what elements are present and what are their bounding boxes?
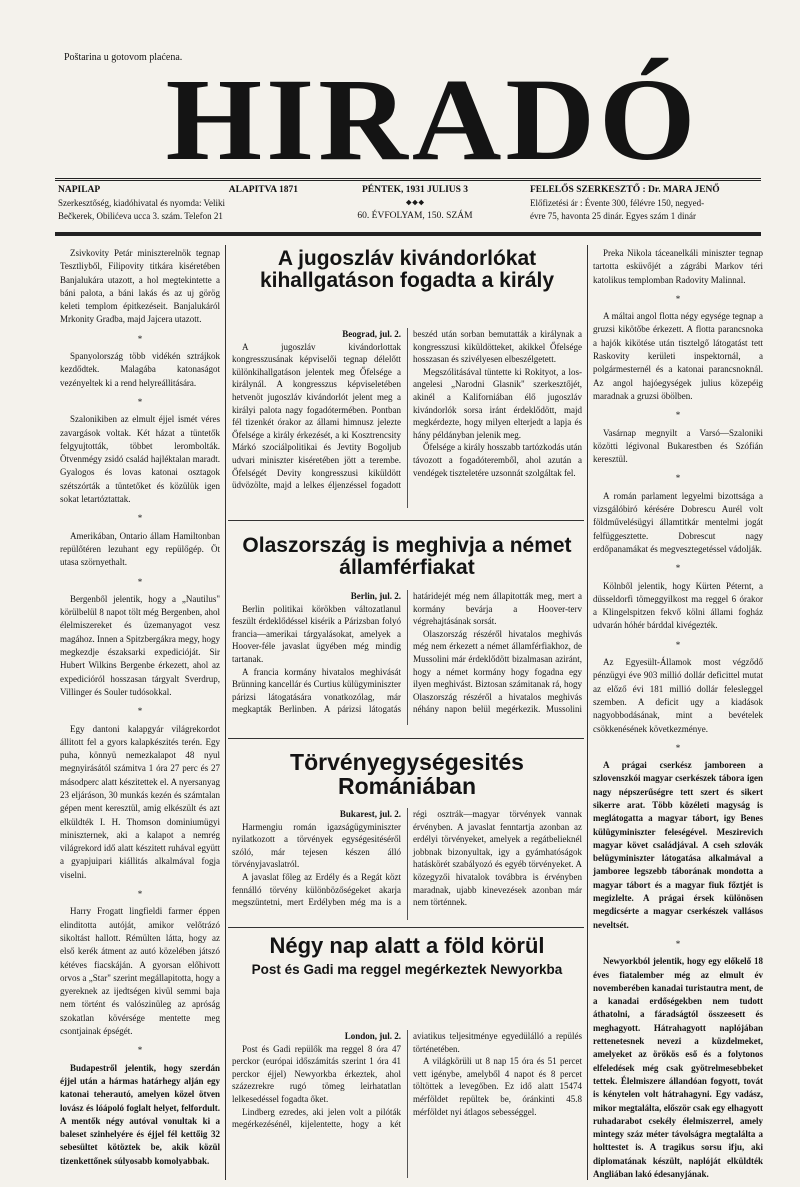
article-italy [232, 535, 582, 579]
header-date: PÉNTEK, 1931 JULIUS 3 [361, 185, 469, 195]
separator-star: * [675, 293, 681, 304]
separator-star: * [137, 889, 143, 900]
dateline-king: Beograd, jul. 2. [342, 329, 401, 339]
separator-star: * [675, 473, 681, 484]
article-romania-p1: Harmengiu román igazságügyminiszter nyilatkozott a törvények egységesitéséről szóló, már tejesen készen álló törvényjavaslatról. [232, 821, 401, 870]
left-news-6: Egy dantoni kalapgyár világrekordot állitott fel a gyors kalapkészités terén. Egy puha, könnyü nemezkalapot 48 nyul megnyirásától számitva 1 óra 27 perc és 27 másodperc alatt készitettek el. A nyersanyag 23 eljáráson, 30 munkás kezén és számtalan gépen ment keresztül, amig elkészült és azt elküldték I. H. Thomson dominiumügyi miniszternek, aki a kalapot a nemrég világrekord idő alatt készitett ruhával együtt a gyapjuipari kiállitás alkalmával fogja viselni. [60, 723, 220, 880]
dateline-romania: Bukarest, jul. 2. [339, 809, 401, 819]
article-romania-body [232, 808, 582, 920]
article-king-p2: Megszólitásával tüntette ki Rokityot, a los-angelesi „Narodni Glasnik" szerkesztőjét, akinél a Kaliforniában élő jugoszláv kivándorlók sorsa iránt érdeklődött, majd megkérdezte, hogy milyen elterjedt a lapja és hány példányban jelenik meg. [413, 366, 582, 440]
right-news-5: Kölnből jelentik, hogy Kürten Péternt, a düsseldorfi tömeggyilkost ma reggel 6 órakor a Klingelspitzen fekvő kölni állami fogház udvarán hóhér bárddal kivégezték. [593, 580, 763, 631]
dateline-italy: Berlin, jul. 2. [350, 591, 401, 601]
headline-italy: Olaszország is meghivja a német államférfiakat [242, 534, 572, 580]
separator-star: * [675, 742, 681, 753]
separator-star: * [675, 938, 681, 949]
header-volume: 60. ÉVFOLYAM, 150. SZÁM [357, 211, 473, 221]
header-editor: FELELŐS SZERKESZTŐ : Dr. MARA JENŐ [530, 185, 720, 195]
header-left [58, 184, 308, 223]
separator-star: * [137, 576, 143, 587]
left-news-1: Zsivkovity Petár miniszterelnök tegnap Tesztliyből, Filipovity titkára kiséretében Banjalukára utazott, a hol megtekintette a báni palota, a báni lakás és az uj görög keleti templom épitkezéseit. Banjalukáról Mrkonity Gradba, majd Jajcera utazott. [60, 248, 220, 325]
article-italy-p2: A francia kormány hivatalos meghivását Brünning kancellár és Curtius külügyminiszter párizsi látogatására vonatkozólag, már megkapták Berlinben. A párizsi látogatás határidejét még nem állapitották meg, mert a kormány bevárja a Hoover-terv végrehajtásának sorsát. [232, 591, 582, 715]
separator-star: * [675, 639, 681, 650]
column-rule-left [225, 245, 226, 1180]
headline-flight: Négy nap alatt a föld körül [269, 933, 545, 958]
separator-star: * [137, 1045, 143, 1056]
separator-star: * [137, 706, 143, 717]
header-founded: ALAPITVA 1871 [228, 185, 298, 195]
header-address-1: Szerkesztőség, kiadóhivatal és nyomda: Veliki [58, 198, 226, 208]
header-center [330, 184, 500, 223]
article-king-p3: Őfelsége a király hosszabb tartózkodás után távozott a fogadóteremből, ahol azután a vendégek tiszteletére uzsonnát szolgáltak fel. [413, 442, 582, 478]
left-news-7: Harry Frogatt lingfieldi farmer éppen elinditotta autóját, amikor velőtrázó sikoltást hallott. Rémülten látta, hogy az első kerék átment az autó közelében játszó kétéves fiacskáján. A gyorsan előhivott orvos a „Star" szerint megállapitotta, hogy a gyereknek az ijedtségen kivül semmi baja nem történt és valószinüleg az apróság szokatlan kövérsége mentette meg csontjainak épségét. [60, 906, 220, 1037]
header-daily-label: NAPILAP [58, 185, 101, 195]
header-ornament: ❖❖❖ [405, 199, 425, 207]
separator-star: * [675, 410, 681, 421]
subhead-flight: Post és Gadi ma reggel megérkeztek Newyorkba [251, 962, 563, 978]
header-address-2: Bečkerek, Obilićeva ucca 3. szám. Telefon 21 [58, 211, 223, 221]
header-subscription-2: évre 75, havonta 25 dinár. Egyes szám 1 dinár [530, 211, 696, 221]
separator-star: * [137, 513, 143, 524]
headline-romania: Törvényegységesités Romániában [290, 749, 524, 800]
masthead-title: HIRADÓ [165, 54, 700, 185]
article-flight-p1: Post és Gadi repülők ma reggel 8 óra 47 perckor (európai időszámitás szerint 1 óra 41 perckor éjjel) Newyorkba érkeztek, ahol százezrekre rugó tömeg leirhatatlan lelkesedéssel fogadta őket. [232, 1043, 401, 1104]
article-king-body [232, 328, 582, 508]
postal-note: Poštarina u gotovom plaćena. [64, 52, 183, 63]
left-news-2: Spanyolország több vidékén sztrájkok kezdődtek. Malagába katonaságot vezényeltek ki a rend helyreállitására. [60, 351, 220, 388]
right-news-8: Newyorkból jelentik, hogy egy előkelő 18 éves fiatalember még az elmult év novemberében kanadai turistautra ment, de a kanadai erdőségekben nem tudott áthatolni, a fáradságtól összeesett és meghagyott. Hátrahagyott naplójában rettenetesnek nevezi a küzdelmeket, amelyeket az örökös eső és a folytonos elfeledések még csak gyötrelmesebbeket tettek. Élelmiszere állandóan fogyott, továt is kénytelen volt hátrahagyni. Egy vadász, mikor megtalálta, először csak egy elhagyott ruhadarabot csekély élelmiszerrel, amely mintegy száz méter távolságra megtalálta a holttestet is. A tragikus sorsu ifju, aki diplomatának készült, naplóját elküldték Angliában lakó édesanyjának. [593, 956, 763, 1179]
article-flight [232, 934, 582, 977]
article-flight-p3: A világkörüli ut 8 nap 15 óra és 51 percet vett igénybe, amelyből 4 napot és 8 percet töltöttek a levegőben. Ez idő alatt 15474 mérföldet repültek be, óránkinti 45.8 mérföldet nyi átlagos sebességgel. [413, 1056, 582, 1117]
article-king [232, 248, 582, 292]
right-news-7: A prágai cserkész jamboreen a szlovenszkói magyar cserkészek tábora igen nagy népszerűségre tett szert és sikert sikerre arat. Több közéleti magyság is meglátogatta a magyar tábort, igy Benes külügyminiszter feleségével. Meszirevich magyar követ családjával. A cseh szlovák belügyminiszter látogatása alkalmával a jamboree legszebb táborának mondotta a magyar tábort és a magyar fiuk főztjét is megizlelte. A prágai érsek különösen megdicsérte a magyar cserkészek vallásos neveltsét. [593, 760, 763, 930]
article-divider [228, 927, 584, 928]
right-news-6: Az Egyesült-Államok most végződő pénzügyi éve 903 millió dollár deficittel mutat az előző évi 181 millió dollár felesleggel szemben. A deficit ugy a kiadások nagyobbodásának, mint a bevételek csökkenésének következménye. [593, 657, 763, 734]
article-italy-body [232, 590, 582, 725]
left-column [60, 247, 220, 1174]
left-news-5: Bergenből jelentik, hogy a „Nautilus" körülbelül 8 napot tölt még Bergenben, ahol élelmiszereket és üzemanyagot vesz magához. Innen a Spitzbergákra megy, hogy megkezdje északsarki expedicióját. Sir Hubert Wilkins Bergenbe érkezett, ahol az expedicióról hosszasan tárgyalt Sverdrup, Villinger és Souler tudósokkal. [60, 593, 220, 697]
article-flight-body [232, 1030, 582, 1178]
article-divider [228, 738, 584, 739]
article-romania-p2: A javaslat főleg az Erdély és a Regát közt fennálló törvény különbözőségeket akarja megszüntetni, mert Erdélyben még ma is a régi osztrák—magyar törvények vannak érvényben. A javaslat fenntartja azonban az erdélyi törvényeket, amelyek a regátbelieknél jobbnak bizonyultak, igy a gyámhatóságok hatáskörét szabályozó és egyéb törvényeket. A közegyzői hivatalok továbbra is érvényben maradnak, ujabb kinevezések azonban már nem történnek. [232, 809, 582, 908]
article-italy-p1: Berlin politikai körökben változatlanul feszült érdeklődéssel kisérik a Párizsban folyó francia—amerikai tárgyalásokat, amelyek a Hoover-féle javaslat ügyében még mindig tartanak. [232, 603, 401, 664]
right-news-2: A máltai angol flotta négy egysége tegnap a gruzsi kikötőbe érkezett. A flotta parancsnoka a hajók kikötése után tisztelgő látogatást tett Raskovity kerületi inspektornál, a polgármesternél és a katonai parancsnoknál. Az angol hajóegységek julius közepéig maradnak a gruzsi öbölben. [593, 311, 763, 401]
separator-star: * [137, 396, 143, 407]
left-news-8: Budapestről jelentik, hogy szerdán éjjel után a hármas határhegy alján egy katonai teherautó, amelyen közel ötven lovász és lóápoló foglalt helyet, felfordult. A mentők négy autóval vonultak ki a baleset szinhelyére és éjjel fél kettőig 32 sebesültet kötöztek be, akik közül tizenkettőnek súlyosabb komolyabbak. [60, 1062, 220, 1166]
separator-star: * [137, 333, 143, 344]
left-news-3: Szalonikiben az elmult éjjel ismét véres zavargások voltak. Két házat a tüntetők felgyujtották, többet lerombolták. Ötvenmégy zsidó család hajléktalan maradt. Gyalogos és lovas katonai osztagok szétszórták a tüntetőket és közülük igen sokat letartóztattak. [60, 414, 220, 505]
column-rule-right [587, 245, 588, 1180]
article-divider [228, 520, 584, 521]
right-news-3: Vasárnap megnyilt a Varsó—Szaloniki közötti légivonal Bukarestben és Szófián keresztül. [593, 427, 763, 465]
header-rule-bottom [55, 232, 761, 236]
header-rule-top [55, 178, 761, 181]
headline-king: A jugoszláv kivándorlókat kihallgatáson fogadta a király [259, 247, 555, 293]
right-column [593, 247, 763, 1187]
header-right [530, 184, 765, 223]
header-subscription-1: Előfizetési ár : Évente 300, félévre 150, negyed- [530, 198, 705, 208]
article-flight-p2: Lindberg ezredes, aki jelen volt a pilóták megérkezésénél, kijelentette, hogy a két aviatikus teljesitménye egyedülálló a repülés történetében. [232, 1031, 582, 1130]
separator-star: * [675, 563, 681, 574]
article-italy-p3: Olaszország részéről hivatalos meghivás még nem érkezett a német államférfiakhoz, de Mussolini már érdeklődött bizalmasan aziránt, hogy a német kormány hogy fogadna egy ilyen meghivást. Biztosan számitanak rá, hogy Olaszország részéről a hivatalos meghivás néhány napon belül megérkezik. Mussolini [413, 628, 582, 715]
right-news-4: A román parlament legyelmi bizottsága a vizsgálóbiró kérésére Dobrescu Aurél volt földművelésügyi államtitkár mentelmi jogát felfüggesztette. Dobrescut nagy erdőpanamákat és megvesztegetéssel vádolják. [593, 490, 763, 554]
article-king-p1: A jugoszláv kivándorlottak kongresszusának képviselői tegnap délelőtt különkihallgatáson jelentek meg Őfelsége a királynál. A kongresszus képviseletében hetvenöt jugoszláv kivándorlót jelent meg a királyi palota nagy fogadótermében. Pontban fél tizenkét órakor az állami himnusz jelezte Őfelsége a király érkezését, a ki Kosztrencsity Márkó szociálpolitikai és Jevtity Bogoljub udvari miniszter kiséretében jött a terembe. Őfelségét Devity kongresszusi kiküldött üdvözölte, majd a lelkes éljenzéssel fogadott beszéd után sorban bemutatták a királynak a kongresszusi kiküldötteket, akikkel Őfelsége hosszasan és szivélyesen elbeszélgetett. [232, 329, 582, 491]
right-news-1: Preka Nikola táceanelkáli miniszter tegnap tartotta esküvőjét a zágrábi Markov téri katolikus templomban Radovity Malinnal. [593, 248, 763, 285]
article-romania [232, 750, 582, 798]
dateline-flight: London, jul. 2. [344, 1031, 401, 1041]
left-news-4: Amerikában, Ontario állam Hamiltonban repülőtéren lezuhant egy repülőgép. Öt utasa szörnyethalt. [60, 530, 220, 568]
